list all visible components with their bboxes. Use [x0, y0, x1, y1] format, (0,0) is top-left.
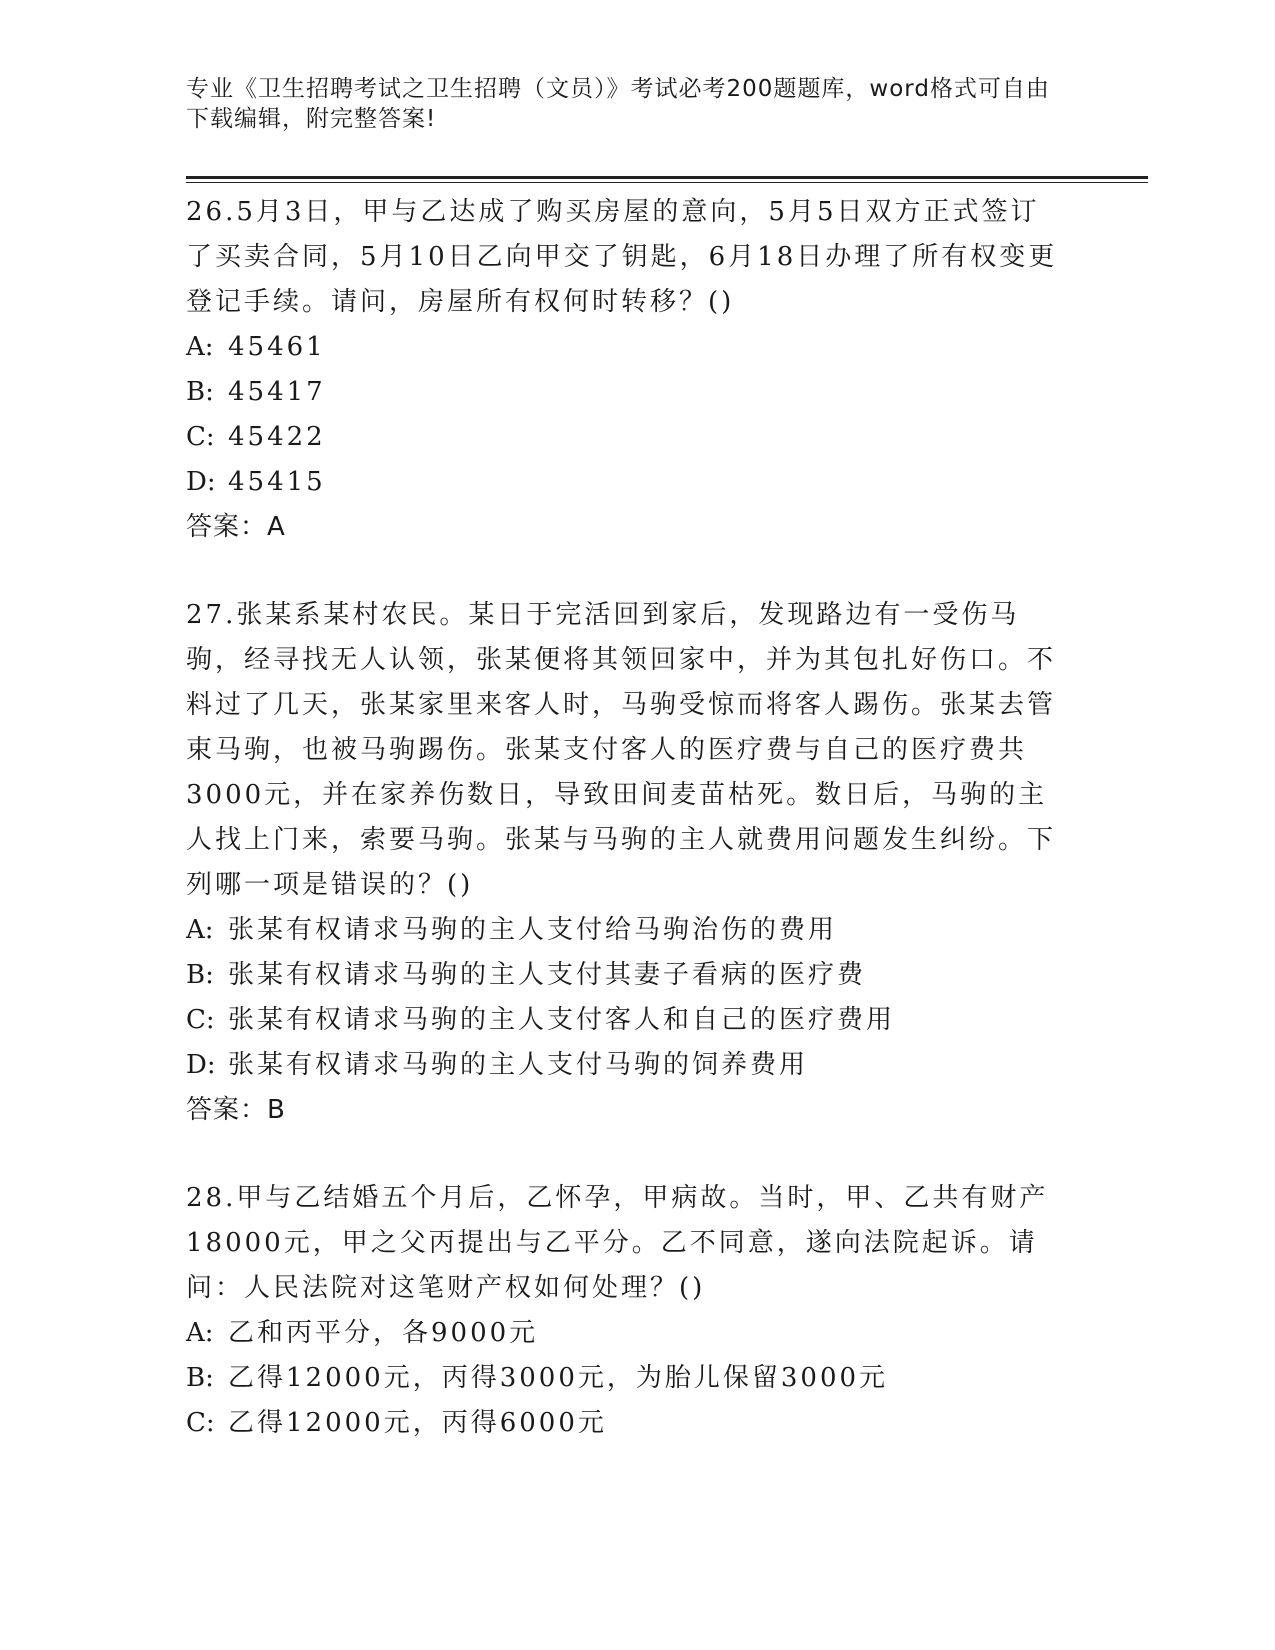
option-b: [186, 1356, 1066, 1401]
option-label: B:: [186, 1363, 214, 1393]
option-text: 张某有权请求马驹的主人支付其妻子看病的医疗费: [228, 960, 867, 990]
option-b: [186, 953, 1066, 998]
question-27: [186, 593, 1066, 1133]
option-label: C:: [186, 1005, 215, 1035]
header-divider-thick: [186, 176, 1148, 179]
option-label: C:: [186, 422, 215, 452]
option-text: 45422: [228, 422, 326, 452]
option-label: D:: [186, 467, 216, 497]
option-text: 45415: [228, 467, 326, 497]
question-text: 27.张某系某村农民。某日于完活回到家后，发现路边有一受伤马驹，经寻找无人认领，张某便将其领回家中，并为其包扎好伤口。不料过了几天，张某家里来客人时，马驹受惊而将客人踢伤。张某去管束马驹，也被马驹踢伤。张某支付客人的医疗费与自己的医疗费共3000元，并在家养伤数日，导致田间麦苗枯死。数日后，马驹的主人找上门来，索要马驹。张某与马驹的主人就费用问题发生纠纷。下列哪一项是错误的？(): [186, 600, 1057, 900]
option-c: [186, 415, 1066, 460]
option-c: [186, 1401, 1066, 1446]
option-d: [186, 1043, 1066, 1088]
option-text: 乙得12000元，丙得6000元: [228, 1408, 607, 1438]
option-c: [186, 998, 1066, 1043]
document-header: 专业《卫生招聘考试之卫生招聘（文员）》考试必考200题题库，word格式可自由下载编辑，附完整答案!: [186, 76, 1050, 132]
option-label: A:: [186, 915, 214, 945]
option-d: [186, 460, 1066, 505]
answer: 答案：A: [186, 512, 286, 542]
question-28: [186, 1176, 1066, 1446]
question-text: 28.甲与乙结婚五个月后，乙怀孕，甲病故。当时，甲、乙共有财产18000元，甲之父丙提出与乙平分。乙不同意，遂向法院起诉。请问：人民法院对这笔财产权如何处理？(): [186, 1183, 1049, 1303]
header-divider-thin: [186, 182, 1148, 183]
option-a: [186, 325, 1066, 370]
answer: 答案：B: [186, 1095, 286, 1125]
option-a: [186, 1311, 1066, 1356]
option-label: A:: [186, 1318, 214, 1348]
option-text: 乙得12000元，丙得3000元，为胎儿保留3000元: [228, 1363, 889, 1393]
option-text: 张某有权请求马驹的主人支付客人和自己的医疗费用: [228, 1005, 896, 1035]
option-text: 张某有权请求马驹的主人支付给马驹治伤的费用: [228, 915, 838, 945]
question-text: 26.5月3日，甲与乙达成了购买房屋的意向，5月5日双方正式签订了买卖合同，5月10日乙向甲交了钥匙，6月18日办理了所有权变更登记手续。请问，房屋所有权何时转移？(): [186, 197, 1058, 317]
option-label: B:: [186, 377, 214, 407]
question-26: [186, 190, 1066, 550]
option-text: 45417: [228, 377, 326, 407]
option-text: 45461: [228, 332, 326, 362]
option-b: [186, 370, 1066, 415]
option-label: A:: [186, 332, 214, 362]
option-label: D:: [186, 1050, 216, 1080]
option-text: 张某有权请求马驹的主人支付马驹的饲养费用: [228, 1050, 809, 1080]
option-a: [186, 908, 1066, 953]
option-text: 乙和丙平分，各9000元: [228, 1318, 539, 1348]
question-list: [186, 190, 1066, 1489]
option-label: C:: [186, 1408, 215, 1438]
option-label: B:: [186, 960, 214, 990]
